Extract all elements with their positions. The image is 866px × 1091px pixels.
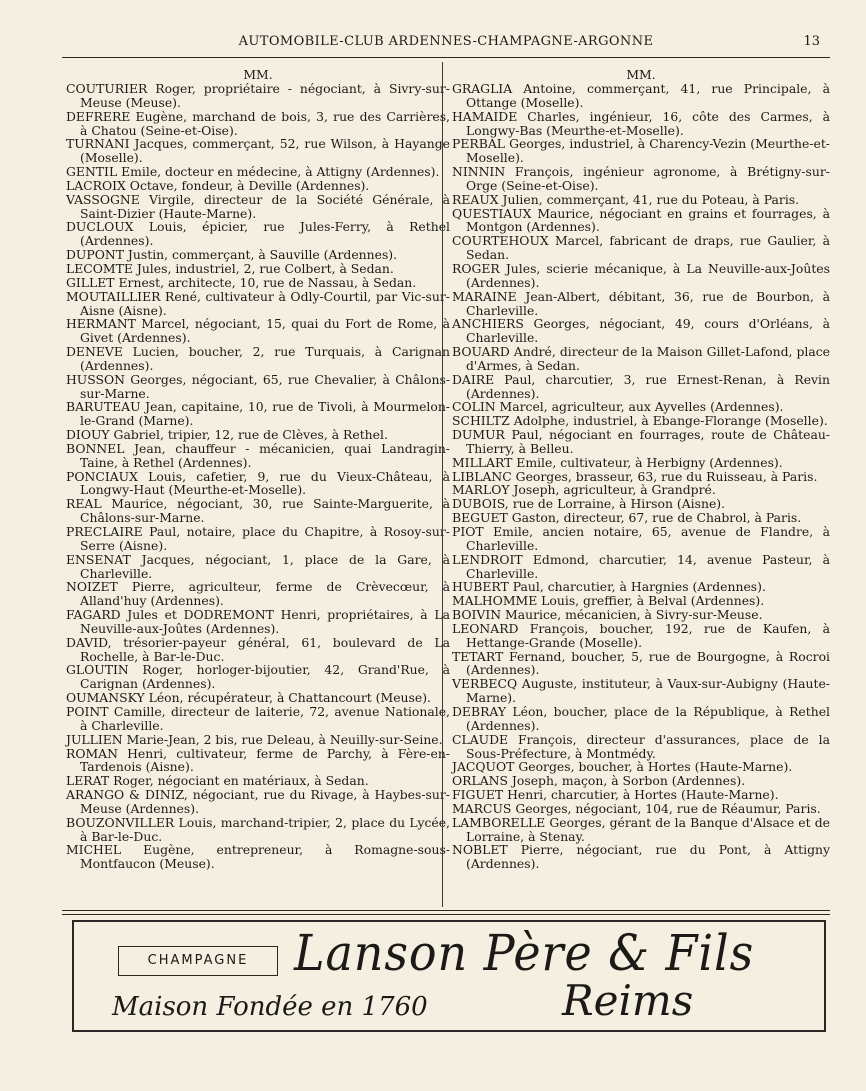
- member-entry: DUBOIS, rue de Lorraine, à Hirson (Aisne).: [452, 496, 726, 512]
- member-entry: DUPONT Justin, commerçant, à Sauville (Ardennes).: [66, 247, 398, 263]
- right-column: [452, 68, 830, 871]
- member-entry: SCHILTZ Adolphe, industriel, à Ebange-Florange (Moselle).: [452, 413, 828, 429]
- member-entry: PRECLAIRE Paul, notaire, place du Chapitre, à Rosoy-sur-Serre (Aisne).: [66, 524, 450, 553]
- member-entry: REAL Maurice, négociant, 30, rue Sainte-Marguerite, à Châlons-sur-Marne.: [66, 496, 450, 526]
- right-entries: [452, 82, 830, 871]
- member-entry: COUTURIER Roger, propriétaire - négociant, à Sivry-sur-Meuse (Meuse).: [66, 81, 450, 110]
- member-entry: FAGARD Jules et DODREMONT Henri, propriétaires, à La Neuville-aux-Joûtes (Ardennes).: [66, 607, 450, 636]
- member-entry: LEONARD François, boucher, 192, rue de Kaufen, à Hettange-Grande (Moselle).: [452, 620, 830, 650]
- member-entry: GENTIL Emile, docteur en médecine, à Attigny (Ardennes).: [66, 164, 440, 180]
- member-entry: MARLOY Joseph, agriculteur, à Grandpré.: [452, 482, 716, 498]
- page-number: 13: [803, 34, 820, 49]
- member-entry: MICHEL Eugène, entrepreneur, à Romagne-sous-Montfaucon (Meuse).: [66, 842, 450, 872]
- member-entry: GRAGLIA Antoine, commerçant, 41, rue Principale, à Ottange (Moselle).: [452, 81, 830, 110]
- left-column: [66, 68, 450, 871]
- member-entry: DIOUY Gabriel, tripier, 12, rue de Clèves, à Rethel.: [66, 427, 388, 443]
- member-entry: MILLART Emile, cultivateur, à Herbigny (Ardennes).: [452, 454, 783, 470]
- header-rule: [62, 57, 830, 58]
- member-entry: JULLIEN Marie-Jean, 2 bis, rue Deleau, à Neuilly-sur-Seine.: [66, 731, 443, 747]
- ad-founded: Maison Fondée en 1760: [112, 992, 428, 1022]
- member-entry: BOUARD André, directeur de la Maison Gillet-Lafond, place d'Armes, à Sedan.: [452, 344, 830, 373]
- member-entry: ROMAN Henri, cultivateur, ferme de Parchy, à Fère-en-Tardenois (Aisne).: [66, 745, 450, 775]
- member-entry: ORLANS Joseph, maçon, à Sorbon (Ardennes).: [452, 773, 746, 789]
- member-entry: TURNANI Jacques, commerçant, 52, rue Wilson, à Hayange (Moselle).: [66, 136, 450, 166]
- member-entry: DUMUR Paul, négociant en fourrages, route de Château-Thierry, à Belleu.: [452, 427, 830, 456]
- member-entry: VASSOGNE Virgile, directeur de la Société Générale, à Saint-Dizier (Haute-Marne).: [66, 191, 450, 221]
- member-entry: MARAINE Jean-Albert, débitant, 36, rue de Bourbon, à Charleville.: [452, 288, 830, 318]
- member-entry: COLIN Marcel, agriculteur, aux Ayvelles (Ardennes).: [452, 399, 784, 415]
- member-entry: ROGER Jules, scierie mécanique, à La Neuville-aux-Joûtes (Ardennes).: [452, 260, 830, 290]
- bottom-rule-top: [62, 910, 830, 911]
- ad-city: Reims: [562, 976, 694, 1025]
- member-entry: PERBAL Georges, industriel, à Charency-Vezin (Meurthe-et-Moselle).: [452, 136, 830, 166]
- lanson-advertisement: [72, 920, 826, 1032]
- member-entry: NINNIN François, ingénieur agronome, à Brétigny-sur-Orge (Seine-et-Oise).: [452, 164, 830, 193]
- ad-champagne-label: CHAMPAGNE: [118, 946, 278, 976]
- member-entry: NOBLET Pierre, négociant, rue du Pont, à Attigny (Ardennes).: [452, 842, 830, 872]
- member-entry: DAVID, trésorier-payeur général, 61, boulevard de La Rochelle, à Bar-le-Duc.: [66, 634, 450, 664]
- member-entry: GLOUTIN Roger, horloger-bijoutier, 42, Grand'Rue, à Carignan (Ardennes).: [66, 662, 450, 692]
- member-entry: DEFRERE Eugène, marchand de bois, 3, rue des Carrières, à Chatou (Seine-et-Oise).: [66, 108, 450, 138]
- page-title: AUTOMOBILE-CLUB ARDENNES-CHAMPAGNE-ARGONNE: [238, 34, 654, 49]
- member-entry: REAUX Julien, commerçant, 41, rue du Poteau, à Paris.: [452, 191, 800, 207]
- member-entry: LENDROIT Edmond, charcutier, 14, avenue Pasteur, à Charleville.: [452, 551, 830, 581]
- left-entries: [66, 82, 450, 871]
- member-entry: COURTEHOUX Marcel, fabricant de draps, rue Gaulier, à Sedan.: [452, 233, 830, 263]
- member-entry: ARANGO & DINIZ, négociant, rue du Rivage, à Haybes-sur-Meuse (Ardennes).: [66, 787, 450, 816]
- member-entry: FIGUET Henri, charcutier, à Hortes (Haute-Marne).: [452, 787, 779, 803]
- member-entry: DENEVE Lucien, boucher, 2, rue Turquais, à Carignan (Ardennes).: [66, 344, 450, 373]
- member-entry: QUESTIAUX Maurice, négociant en grains et fourrages, à Montgon (Ardennes).: [452, 205, 830, 235]
- member-entry: NOIZET Pierre, agriculteur, ferme de Crèvecœur, à Alland'huy (Ardennes).: [66, 579, 450, 609]
- member-entry: TETART Fernand, boucher, 5, rue de Bourgogne, à Rocroi (Ardennes).: [452, 648, 830, 678]
- member-entry: POINT Camille, directeur de laiterie, 72, avenue Nationale, à Charleville.: [66, 703, 450, 733]
- column-divider: [442, 62, 443, 907]
- member-entry: VERBECQ Auguste, instituteur, à Vaux-sur-Aubigny (Haute-Marne).: [452, 676, 830, 706]
- member-entry: BOIVIN Maurice, mécanicien, à Sivry-sur-Meuse.: [452, 607, 763, 623]
- member-entry: DEBRAY Léon, boucher, place de la République, à Rethel (Ardennes).: [452, 703, 830, 733]
- member-entry: HERMANT Marcel, négociant, 15, quai du Fort de Rome, à Givet (Ardennes).: [66, 316, 450, 346]
- member-entry: DUCLOUX Louis, épicier, rue Jules-Ferry, à Rethel (Ardennes).: [66, 219, 450, 249]
- member-entry: ENSENAT Jacques, négociant, 1, place de la Gare, à Charleville.: [66, 551, 450, 581]
- member-entry: LERAT Roger, négociant en matériaux, à Sedan.: [66, 773, 369, 789]
- left-column-heading: MM.: [243, 67, 273, 82]
- bottom-rule-bottom: [62, 914, 830, 915]
- member-entry: OUMANSKY Léon, récupérateur, à Chattancourt (Meuse).: [66, 690, 431, 706]
- member-entry: MARCUS Georges, négociant, 104, rue de Réaumur, Paris.: [452, 800, 821, 816]
- member-entry: MOUTAILLIER René, cultivateur à Odly-Courtil, par Vic-sur-Aisne (Aisne).: [66, 288, 450, 318]
- member-entry: MALHOMME Louis, greffier, à Belval (Ardennes).: [452, 593, 765, 609]
- member-entry: LACROIX Octave, fondeur, à Deville (Ardennes).: [66, 177, 370, 193]
- member-entry: ANCHIERS Georges, négociant, 49, cours d'Orléans, à Charleville.: [452, 316, 830, 346]
- member-entry: JACQUOT Georges, boucher, à Hortes (Haute-Marne).: [452, 759, 793, 775]
- member-entry: BARUTEAU Jean, capitaine, 10, rue de Tivoli, à Mourmelon-le-Grand (Marne).: [66, 399, 450, 429]
- member-entry: LAMBORELLE Georges, gérant de la Banque d'Alsace et de Lorraine, à Stenay.: [452, 814, 830, 844]
- member-entry: HUSSON Georges, négociant, 65, rue Chevalier, à Châlons-sur-Marne.: [66, 371, 450, 401]
- member-entry: HAMAIDE Charles, ingénieur, 16, côte des Carmes, à Longwy-Bas (Meurthe-et-Moselle).: [452, 108, 830, 138]
- member-entry: LIBLANC Georges, brasseur, 63, rue du Ruisseau, à Paris.: [452, 468, 818, 484]
- member-entry: BONNEL Jean, chauffeur - mécanicien, quai Landragin-Taine, à Rethel (Ardennes).: [66, 440, 450, 470]
- member-entry: PONCIAUX Louis, cafetier, 9, rue du Vieux-Château, à Longwy-Haut (Meurthe-et-Moselle).: [66, 468, 450, 498]
- member-entry: BEGUET Gaston, directeur, 67, rue de Chabrol, à Paris.: [452, 510, 802, 526]
- member-entry: BOUZONVILLER Louis, marchand-tripier, 2, place du Lycée, à Bar-le-Duc.: [66, 814, 450, 844]
- member-entry: GILLET Ernest, architecte, 10, rue de Nassau, à Sedan.: [66, 274, 417, 290]
- page-header: [62, 34, 830, 56]
- member-entry: PIOT Emile, ancien notaire, 65, avenue de Flandre, à Charleville.: [452, 524, 830, 553]
- ad-brand-name: Lanson Père & Fils: [294, 924, 755, 982]
- right-column-heading: MM.: [626, 67, 656, 82]
- member-entry: DAIRE Paul, charcutier, 3, rue Ernest-Renan, à Revin (Ardennes).: [452, 371, 830, 401]
- member-entry: LECOMTE Jules, industriel, 2, rue Colbert, à Sedan.: [66, 260, 394, 276]
- member-entry: CLAUDE François, directeur d'assurances, place de la Sous-Préfecture, à Montmédy.: [452, 731, 830, 761]
- member-entry: HUBERT Paul, charcutier, à Hargnies (Ardennes).: [452, 579, 766, 595]
